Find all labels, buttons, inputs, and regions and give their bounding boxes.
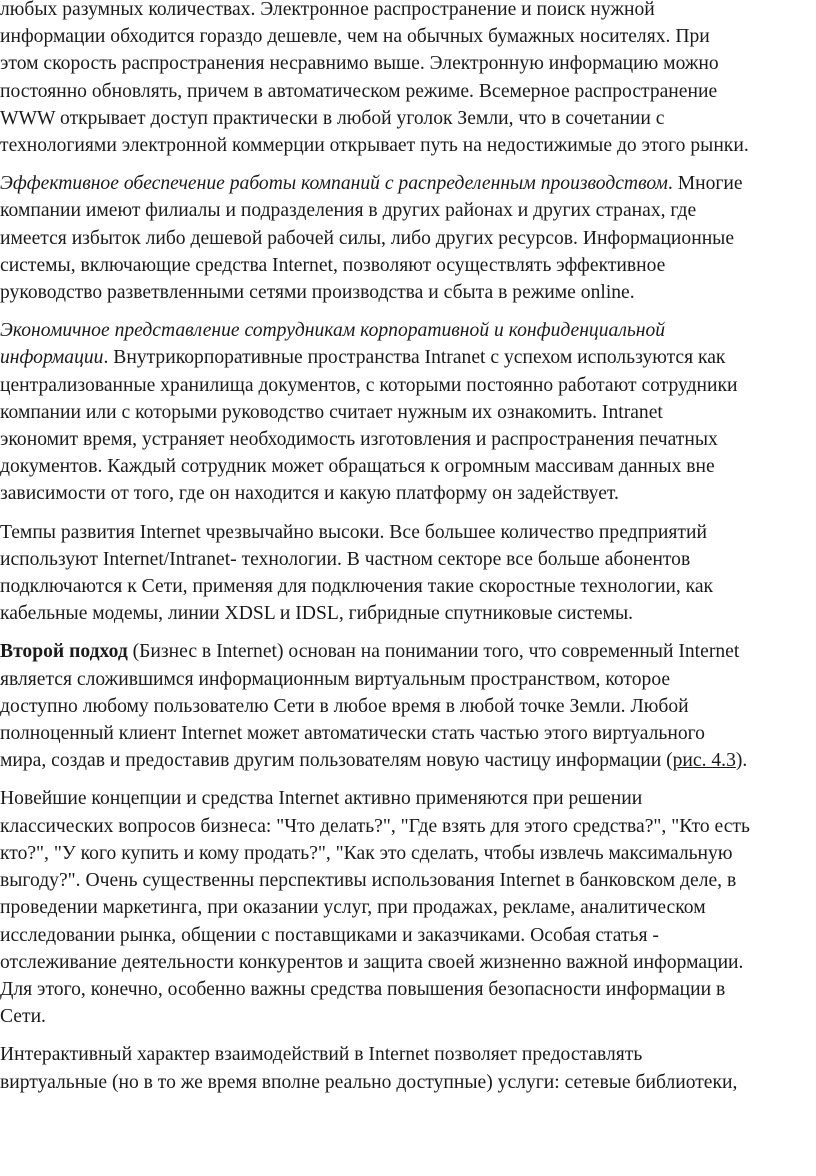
text-line: Новейшие концепции и средства Internet активно применяются при решении xyxy=(0,788,643,810)
text-line: выгоду?". Очень существенны перспективы использования Internet в банковском деле, в xyxy=(0,870,737,892)
text-line: кабельные модемы, линии XDSL и IDSL, гибридные спутниковые системы. xyxy=(0,603,634,625)
text-line xyxy=(0,170,816,197)
text-line xyxy=(0,638,816,665)
italic-heading: Экономичное представление сотрудникам корпоративной и конфиденциальной xyxy=(0,320,666,342)
text-line: Для этого, конечно, особенно важны средства повышения безопасности информации в xyxy=(0,978,726,1000)
paragraph-2 xyxy=(0,170,816,306)
text-line: постоянно обновлять, причем в автоматическом режиме. Всемерное распространение xyxy=(0,80,718,102)
text-line: компании или с которыми руководство считает нужным их ознакомить. Intranet xyxy=(0,401,663,423)
text-fragment: (Бизнес в Internet) основан на понимании того, что современный Internet xyxy=(127,641,740,663)
text-line: Сети. xyxy=(0,1006,46,1028)
text-line: полноценный клиент Internet может автоматически стать частью этого виртуального xyxy=(0,723,705,745)
paragraph-5 xyxy=(0,638,816,774)
text-line: компании имеют филиалы и подразделения в других районах и других странах, где xyxy=(0,200,697,222)
text-line: Темпы развития Internet чрезвычайно высоки. Все большее количество предприятий xyxy=(0,521,707,543)
text-line xyxy=(0,747,816,774)
text-line: централизованные хранилища документов, с которыми постоянно работают сотрудники xyxy=(0,374,738,396)
text-line: любых разумных количествах. Электронное распространение и поиск нужной xyxy=(0,0,655,20)
text-fragment: мира, создав и предоставив другим пользователям новую частицу информации ( xyxy=(0,750,673,772)
text-line: зависимости от того, где он находится и какую платформу он задействует. xyxy=(0,483,619,505)
italic-heading: Эффективное обеспечение работы компаний с распределенным производством xyxy=(0,173,668,195)
text-fragment: ). xyxy=(735,750,748,772)
text-line: классических вопросов бизнеса: "Что делать?", "Где взять для этого средства?", "Кто есть xyxy=(0,815,750,837)
text-line: подключаются к Сети, применяя для подключения такие скоростные технологии, как xyxy=(0,576,714,598)
paragraph-1 xyxy=(0,0,816,159)
text-line: этом скорость распространения несравнимо выше. Электронную информацию можно xyxy=(0,53,719,75)
text-line: является сложившимся информационным виртуальным пространством, которое xyxy=(0,668,671,690)
text-fragment: . Внутрикорпоративные пространства Intranet с успехом используются как xyxy=(103,347,726,369)
italic-heading: информации xyxy=(0,347,104,369)
text-line: информации обходится гораздо дешевле, чем на обычных бумажных носителях. При xyxy=(0,26,710,48)
text-line: виртуальные (но в то же время вполне реально доступные) услуги: сетевые библиотеки, xyxy=(0,1071,738,1093)
text-line: отслеживание деятельности конкурентов и защита своей жизненно важной информации. xyxy=(0,951,744,973)
text-fragment: . Многие xyxy=(667,173,743,195)
text-line: проведении маркетинга, при оказании услуг, при продажах, рекламе, аналитическом xyxy=(0,897,706,919)
text-line xyxy=(0,344,816,371)
text-line: WWW открывает доступ практически в любой уголок Земли, что в сочетании с xyxy=(0,107,665,129)
text-line: доступно любому пользователю Сети в любое время в любой точке Земли. Любой xyxy=(0,695,689,717)
text-line: экономит время, устраняет необходимость изготовления и распространения печатных xyxy=(0,429,718,451)
text-line: руководство разветвленными сетями производства и сбыта в режиме online. xyxy=(0,282,635,304)
bold-term: Второй подход xyxy=(0,641,128,663)
paragraph-6 xyxy=(0,785,816,1030)
text-line: имеется избыток либо дешевой рабочей силы, либо других ресурсов. Информационные xyxy=(0,227,735,249)
text-line: кто?", "У кого купить и кому продать?", "Как это сделать, чтобы извлечь максимальную xyxy=(0,842,733,864)
paragraph-4 xyxy=(0,519,816,628)
text-line: системы, включающие средства Internet, позволяют осуществлять эффективное xyxy=(0,254,666,276)
figure-link[interactable]: рис. 4.3 xyxy=(672,750,736,772)
text-line: используют Internet/Intranet- технологии. В частном секторе все больше абонентов xyxy=(0,548,691,570)
text-line: документов. Каждый сотрудник может обращаться к огромным массивам данных вне xyxy=(0,456,715,478)
paragraph-3 xyxy=(0,317,816,507)
text-line: технологиями электронной коммерции открывает путь на недостижимые до этого рынки. xyxy=(0,135,749,157)
text-line: Интерактивный характер взаимодействий в Internet позволяет предоставлять xyxy=(0,1044,643,1066)
paragraph-7 xyxy=(0,1041,816,1095)
text-line xyxy=(0,317,816,344)
text-line: исследовании рынка, общении с поставщиками и заказчиками. Особая статья - xyxy=(0,924,659,946)
